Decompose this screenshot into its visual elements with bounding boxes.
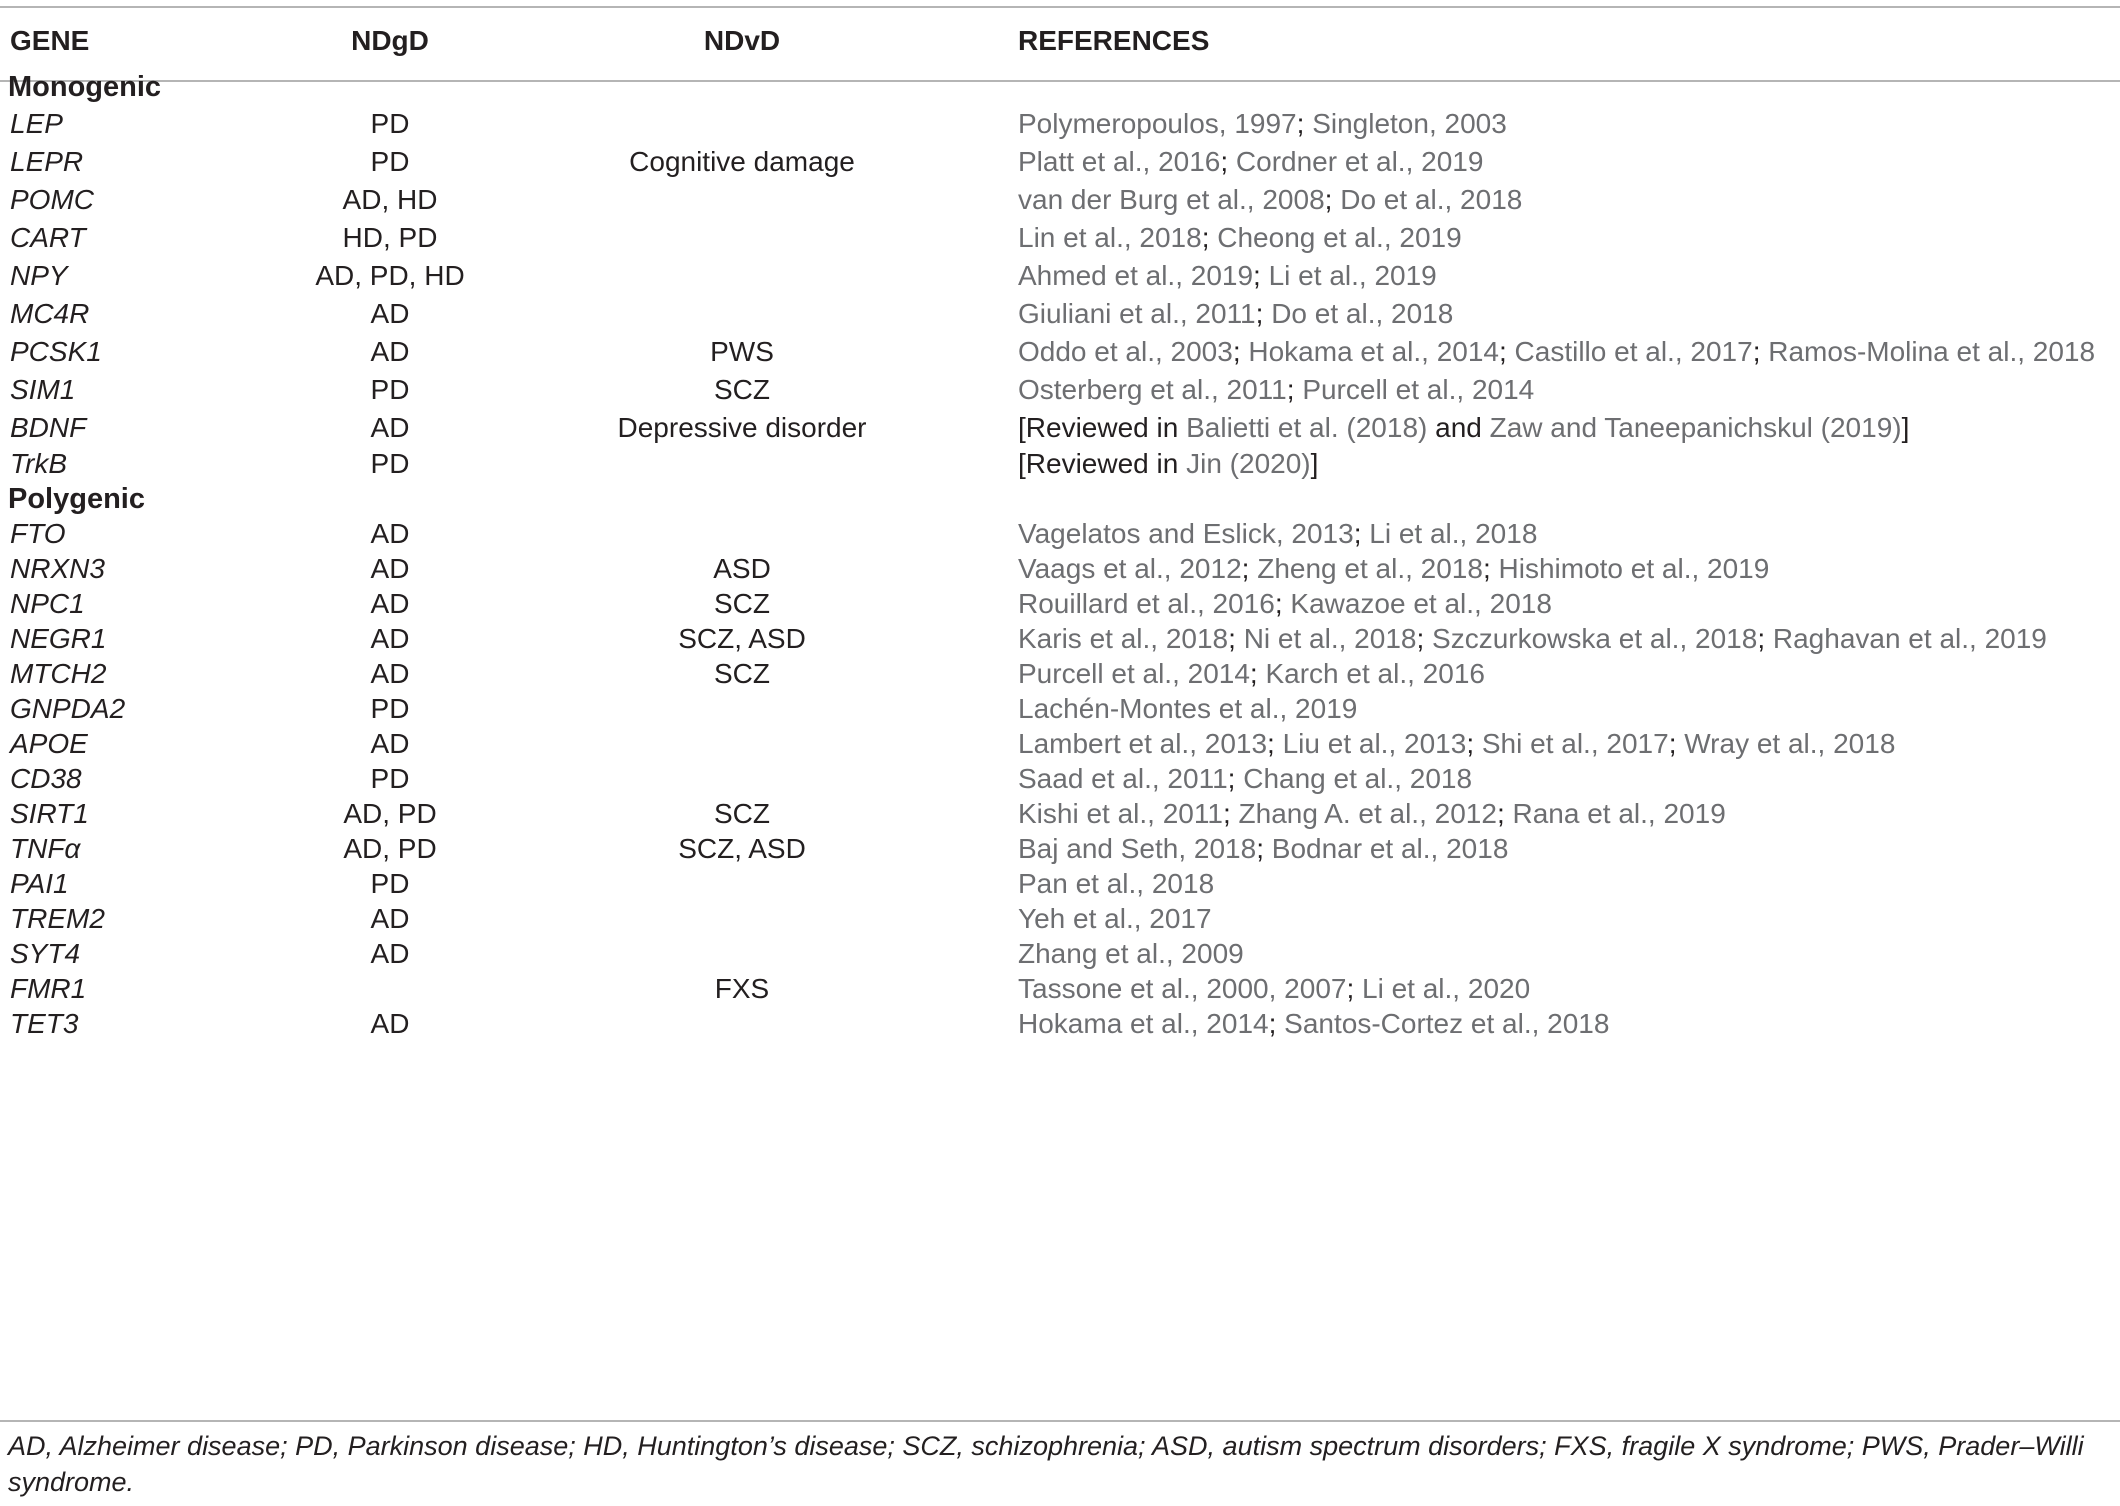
header-references: REFERENCES — [1018, 25, 1210, 56]
reference-link[interactable]: Kawazoe et al., 2018 — [1290, 588, 1552, 619]
table-row — [0, 409, 2120, 447]
references-cell — [1018, 585, 1552, 623]
reference-link[interactable]: Castillo et al., 2017 — [1514, 336, 1753, 367]
table-row — [0, 655, 2120, 693]
reference-link[interactable]: Tassone et al., 2000, 2007 — [1018, 973, 1347, 1004]
ndvd-cell: Depressive disorder — [617, 412, 867, 443]
references-cell — [1018, 655, 1485, 693]
ndvd-cell: PWS — [710, 336, 774, 367]
ndvd-cell: Cognitive damage — [629, 146, 855, 177]
ndgd-cell: AD, PD, HD — [315, 260, 465, 291]
ndgd-cell: AD — [370, 623, 410, 654]
table-row — [0, 1005, 2120, 1043]
references-cell — [1018, 371, 1534, 409]
reference-separator: ; — [1416, 623, 1433, 654]
table-row — [0, 550, 2120, 588]
reference-separator: ; — [1232, 336, 1249, 367]
reference-link[interactable]: Purcell et al., 2014 — [1018, 658, 1250, 689]
references-cell — [1018, 105, 1507, 143]
ndgd-cell: AD, PD — [343, 798, 437, 829]
ndgd-cell: AD — [370, 298, 410, 329]
references-cell — [1018, 333, 2095, 371]
table-row — [0, 515, 2120, 553]
reference-separator: ; — [1222, 798, 1239, 829]
ndvd-cell: SCZ — [714, 374, 770, 405]
section-title-monogenic: Monogenic — [8, 71, 162, 103]
table-row — [0, 371, 2120, 409]
table-row — [0, 865, 2120, 903]
ndvd-cell: SCZ, ASD — [678, 623, 806, 654]
gene-cell: LEPR — [10, 146, 84, 177]
ndgd-cell: AD — [370, 518, 410, 549]
reference-link[interactable]: Lachén-Montes et al., 2019 — [1018, 693, 1358, 724]
reference-link[interactable]: Zhang et al., 2009 — [1018, 938, 1244, 969]
ndvd-cell: SCZ, ASD — [678, 833, 806, 864]
reference-separator: ; — [1498, 336, 1515, 367]
reference-link[interactable]: Zhang A. et al., 2012 — [1238, 798, 1497, 829]
table-row — [0, 830, 2120, 868]
ndgd-cell: AD, HD — [342, 184, 438, 215]
references-cell — [1018, 515, 1537, 553]
ndgd-cell: AD — [370, 553, 410, 584]
reference-link[interactable]: Li et al., 2018 — [1369, 518, 1538, 549]
references-cell — [1018, 935, 1244, 973]
gene-cell: SIM1 — [10, 374, 76, 405]
reference-link[interactable]: Hokama et al., 2014 — [1248, 336, 1499, 367]
reference-link[interactable]: Lambert et al., 2013 — [1018, 728, 1268, 759]
reference-separator: [Reviewed in — [1018, 412, 1187, 443]
references-cell — [1018, 550, 1769, 588]
header-ndgd: NDgD — [351, 25, 429, 56]
reference-link[interactable]: Li et al., 2019 — [1268, 260, 1437, 291]
ndgd-cell: PD — [370, 146, 410, 177]
reference-link[interactable]: Oddo et al., 2003 — [1018, 336, 1233, 367]
reference-separator: ; — [1496, 798, 1513, 829]
reference-link[interactable]: Vaags et al., 2012 — [1018, 553, 1242, 584]
reference-link[interactable]: Cheong et al., 2019 — [1217, 222, 1462, 253]
table-row — [0, 690, 2120, 728]
reference-separator: ; — [1220, 146, 1236, 177]
references-cell — [1018, 690, 1357, 728]
reference-separator: ; — [1324, 184, 1341, 215]
ndgd-cell: AD, PD — [343, 833, 437, 864]
gene-cell: FMR1 — [10, 973, 87, 1004]
references-cell — [1018, 409, 1909, 447]
ndgd-cell: AD — [370, 336, 410, 367]
gene-cell: GNPDA2 — [10, 693, 126, 724]
gene-cell: CART — [10, 222, 86, 253]
reference-link[interactable]: Szczurkowska et al., 2018 — [1432, 623, 1758, 654]
gene-cell: NPY — [10, 260, 68, 291]
reference-separator: and — [1427, 412, 1490, 443]
ndvd-cell: FXS — [714, 973, 770, 1004]
table-row — [0, 257, 2120, 295]
gene-cell: FTO — [10, 518, 66, 549]
reference-separator: ; — [1253, 260, 1269, 291]
header-gene: GENE — [10, 25, 90, 56]
references-cell — [1018, 865, 1214, 903]
reference-link[interactable]: Karch et al., 2016 — [1265, 658, 1485, 689]
references-cell — [1018, 620, 2047, 658]
references-cell — [1018, 181, 1522, 219]
table-bottom-rule — [0, 1420, 2120, 1422]
reference-separator: ; — [1241, 553, 1258, 584]
reference-link[interactable]: Zheng et al., 2018 — [1257, 553, 1483, 584]
reference-separator: ; — [1201, 222, 1218, 253]
reference-link[interactable]: Cordner et al., 2019 — [1235, 146, 1484, 177]
gene-cell: MTCH2 — [10, 658, 107, 689]
table-row — [0, 970, 2120, 1008]
reference-separator: ] — [1901, 412, 1910, 443]
gene-cell: POMC — [10, 184, 94, 215]
ndgd-cell: PD — [370, 448, 410, 479]
reference-separator: ; — [1296, 108, 1313, 139]
ndgd-cell: AD — [370, 658, 410, 689]
ndvd-cell: ASD — [713, 553, 771, 584]
header-rule — [0, 80, 2120, 82]
ndgd-cell: PD — [370, 108, 410, 139]
header-ndvd: NDvD — [703, 25, 781, 56]
references-cell — [1018, 445, 1318, 483]
references-cell — [1018, 295, 1453, 333]
gene-cell: SIRT1 — [10, 798, 89, 829]
ndgd-cell: AD — [370, 938, 410, 969]
gene-cell: TET3 — [10, 1008, 79, 1039]
reference-link[interactable]: Hishimoto et al., 2019 — [1498, 553, 1770, 584]
reference-separator: ] — [1310, 448, 1319, 479]
reference-link[interactable]: Pan et al., 2018 — [1018, 868, 1215, 899]
reference-link[interactable]: Liu et al., 2013 — [1282, 728, 1467, 759]
reference-separator: ; — [1267, 728, 1283, 759]
ndgd-cell: PD — [370, 763, 410, 794]
reference-separator: ; — [1256, 833, 1272, 864]
reference-link[interactable]: Wray et al., 2018 — [1684, 728, 1896, 759]
gene-cell: TrkB — [10, 448, 68, 479]
reference-separator: ; — [1227, 763, 1244, 794]
ndgd-cell: AD — [370, 412, 410, 443]
reference-link[interactable]: Karis et al., 2018 — [1018, 623, 1229, 654]
table-row — [0, 219, 2120, 257]
reference-link[interactable]: Lin et al., 2018 — [1018, 222, 1202, 253]
reference-link[interactable]: Polymeropoulos, 1997 — [1018, 108, 1297, 139]
table-footnote: AD, Alzheimer disease; PD, Parkinson disease; HD, Huntington’s disease; SCZ, schizophrenia; ASD, autism spectrum disorders; FXS, fragile X syndrome; PWS, Prader–Willi syndrome. — [8, 1431, 2084, 1497]
reference-link[interactable]: Platt et al., 2016 — [1018, 146, 1221, 177]
ndgd-cell: AD — [370, 588, 410, 619]
reference-link[interactable]: Shi et al., 2017 — [1481, 728, 1669, 759]
gene-cell: SYT4 — [10, 938, 81, 969]
reference-link[interactable]: Kishi et al., 2011 — [1018, 798, 1223, 829]
references-cell — [1018, 1005, 1609, 1043]
reference-link[interactable]: Purcell et al., 2014 — [1302, 374, 1535, 405]
ndgd-cell: AD — [370, 903, 410, 934]
reference-link[interactable]: Hokama et al., 2014 — [1018, 1008, 1269, 1039]
table-row — [0, 333, 2120, 371]
table-row — [0, 935, 2120, 973]
reference-link[interactable]: Yeh et al., 2017 — [1018, 903, 1212, 934]
references-cell — [1018, 970, 1530, 1008]
reference-link[interactable]: Rana et al., 2019 — [1512, 798, 1726, 829]
reference-link[interactable]: Li et al., 2020 — [1362, 973, 1531, 1004]
reference-separator: ; — [1482, 553, 1499, 584]
reference-separator: ; — [1757, 623, 1773, 654]
ndgd-cell: AD — [370, 728, 410, 759]
reference-separator: ; — [1268, 1008, 1285, 1039]
table-row — [0, 445, 2120, 483]
reference-link[interactable]: Bodnar et al., 2018 — [1271, 833, 1509, 864]
reference-separator: ; — [1752, 336, 1769, 367]
table-top-rule — [0, 6, 2120, 8]
references-cell — [1018, 257, 1437, 295]
reference-link[interactable]: Ahmed et al., 2019 — [1018, 260, 1254, 291]
gene-cell: BDNF — [10, 412, 87, 443]
reference-separator: ; — [1353, 518, 1370, 549]
reference-link[interactable]: Osterberg et al., 2011 — [1018, 374, 1287, 405]
reference-link[interactable]: Santos-Cortez et al., 2018 — [1284, 1008, 1610, 1039]
gene-cell: NRXN3 — [10, 553, 105, 584]
reference-link[interactable]: Rouillard et al., 2016 — [1018, 588, 1275, 619]
reference-link[interactable]: Chang et al., 2018 — [1243, 763, 1473, 794]
reference-separator: ; — [1228, 623, 1244, 654]
ndvd-cell: SCZ — [714, 658, 770, 689]
reference-link[interactable]: Baj and Seth, 2018 — [1018, 833, 1257, 864]
reference-link[interactable]: Do et al., 2018 — [1340, 184, 1523, 215]
gene-cell: TNFα — [10, 833, 81, 864]
references-cell — [1018, 830, 1508, 868]
reference-link[interactable]: Ni et al., 2018 — [1243, 623, 1417, 654]
reference-link[interactable]: Balietti et al. (2018) — [1186, 412, 1428, 443]
table-row — [0, 585, 2120, 623]
reference-separator: ; — [1249, 658, 1266, 689]
table-row — [0, 181, 2120, 219]
reference-separator: ; — [1286, 374, 1303, 405]
reference-separator: ; — [1668, 728, 1685, 759]
ndgd-cell: PD — [370, 693, 410, 724]
reference-link[interactable]: Ramos-Molina et al., 2018 — [1768, 336, 2096, 367]
references-cell — [1018, 143, 1483, 181]
reference-link[interactable]: Singleton, 2003 — [1312, 108, 1507, 139]
reference-separator: ; — [1274, 588, 1291, 619]
reference-link[interactable]: Saad et al., 2011 — [1018, 763, 1228, 794]
ndgd-cell: AD — [370, 1008, 410, 1039]
table-row — [0, 900, 2120, 938]
reference-separator: ; — [1466, 728, 1482, 759]
table-row — [0, 795, 2120, 833]
reference-separator: ; — [1255, 298, 1272, 329]
reference-link[interactable]: Giuliani et al., 2011 — [1018, 298, 1256, 329]
ndvd-cell: SCZ — [714, 588, 770, 619]
gene-cell: APOE — [10, 728, 88, 759]
ndgd-cell: PD — [370, 374, 410, 405]
references-cell — [1018, 900, 1212, 938]
gene-cell: NEGR1 — [10, 623, 107, 654]
references-cell — [1018, 725, 1895, 763]
table-row — [0, 620, 2120, 658]
reference-link[interactable]: Zaw and Taneepanichskul (2019) — [1489, 412, 1902, 443]
reference-link[interactable]: Do et al., 2018 — [1271, 298, 1454, 329]
references-cell — [1018, 760, 1472, 798]
gene-cell: LEP — [10, 108, 63, 139]
gene-cell: PAI1 — [10, 868, 69, 899]
table-row — [0, 725, 2120, 763]
reference-separator: [Reviewed in — [1018, 448, 1187, 479]
references-cell — [1018, 219, 1462, 257]
section-title-polygenic: Polygenic — [8, 483, 145, 515]
references-cell — [1018, 795, 1726, 833]
table-row — [0, 143, 2120, 181]
gene-cell: TREM2 — [10, 903, 105, 934]
table-row — [0, 295, 2120, 333]
reference-link[interactable]: Jin (2020) — [1186, 448, 1311, 479]
ndgd-cell: PD — [370, 868, 410, 899]
gene-cell: MC4R — [10, 298, 90, 329]
ndvd-cell: SCZ — [714, 798, 770, 829]
reference-link[interactable]: van der Burg et al., 2008 — [1018, 184, 1325, 215]
gene-cell: PCSK1 — [10, 336, 102, 367]
table-row — [0, 105, 2120, 143]
gene-cell: NPC1 — [10, 588, 85, 619]
table-row — [0, 760, 2120, 798]
reference-separator: ; — [1346, 973, 1363, 1004]
gene-cell: CD38 — [10, 763, 82, 794]
reference-link[interactable]: Vagelatos and Eslick, 2013 — [1018, 518, 1354, 549]
ndgd-cell: HD, PD — [342, 222, 438, 253]
reference-link[interactable]: Raghavan et al., 2019 — [1772, 623, 2047, 654]
